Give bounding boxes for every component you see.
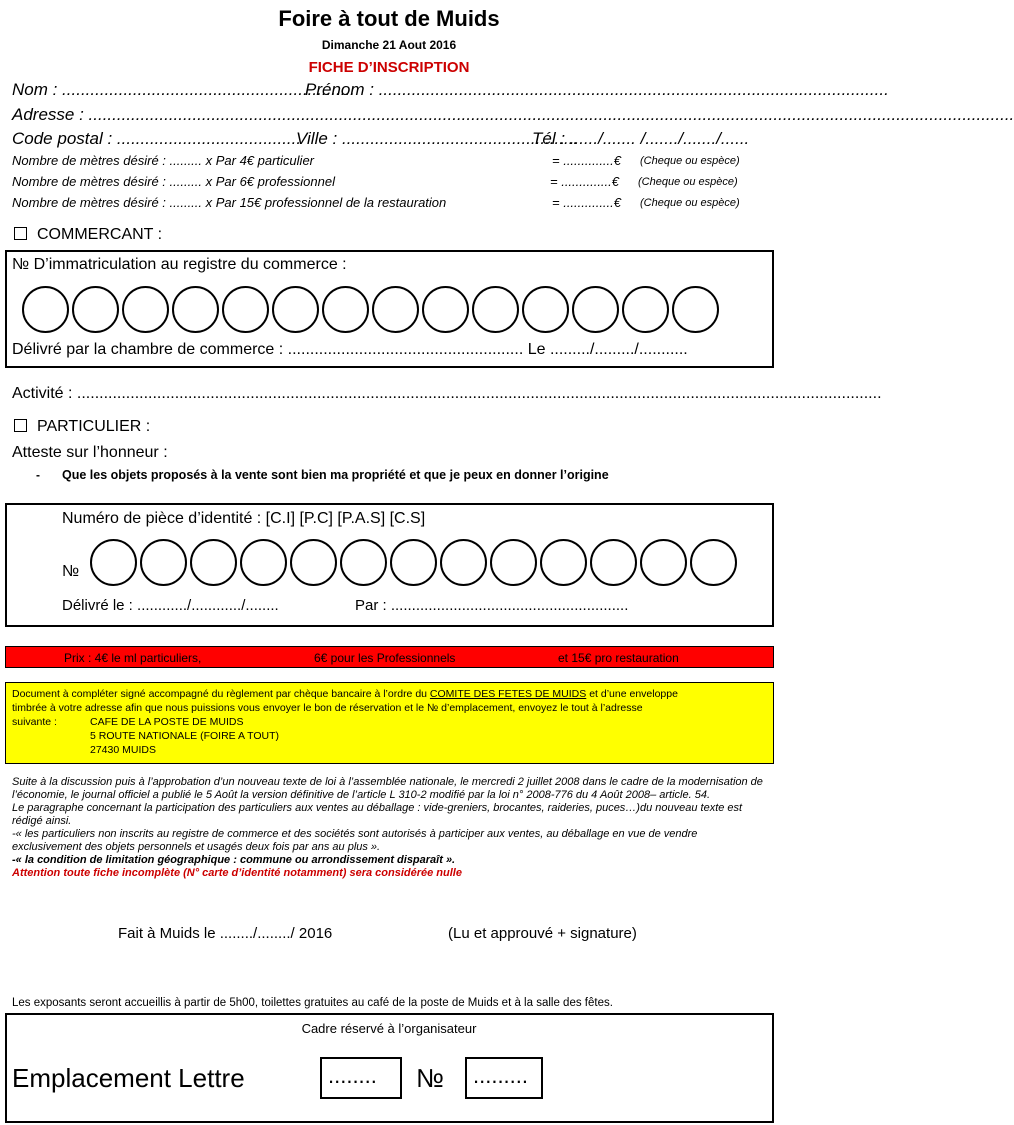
prenom-field[interactable]: Prénom : ............................................................................................................ bbox=[305, 80, 889, 99]
form-title: FICHE D’INSCRIPTION bbox=[308, 59, 470, 76]
attestation-text: Que les objets proposés à la vente sont bien ma propriété et que je peux en donner l’origine bbox=[62, 468, 609, 482]
address-line: 27430 MUIDS bbox=[90, 744, 156, 756]
pricing-line-note: (Cheque ou espèce) bbox=[640, 155, 740, 167]
digit-circle[interactable] bbox=[390, 539, 437, 586]
immatriculation-label: № D’immatriculation au registre du commerce : bbox=[12, 256, 347, 273]
price-restauration: et 15€ pro restauration bbox=[558, 651, 679, 665]
warning-text: Attention toute fiche incomplète (N° carte d’identité notamment) sera considérée nulle bbox=[12, 867, 462, 879]
chambre-commerce-field[interactable]: Délivré par la chambre de commerce : ..................................................... Le ........./........./........... bbox=[12, 341, 688, 358]
pricing-line-total[interactable]: = ..............€ bbox=[552, 195, 621, 210]
digit-circle[interactable] bbox=[340, 539, 387, 586]
digit-circle[interactable] bbox=[290, 539, 337, 586]
commercant-checkbox[interactable] bbox=[14, 227, 27, 240]
identity-delivre-field[interactable]: Délivré le : ............/............/........ bbox=[62, 597, 279, 614]
pricing-line-total[interactable]: = ..............€ bbox=[550, 174, 619, 189]
digit-circle[interactable] bbox=[472, 286, 519, 333]
digit-circle[interactable] bbox=[122, 286, 169, 333]
digit-circle[interactable] bbox=[522, 286, 569, 333]
nom-field[interactable]: Nom : .............................................................. bbox=[12, 80, 355, 99]
address-line: 5 ROUTE NATIONALE (FOIRE A TOUT) bbox=[90, 730, 280, 742]
digit-circle[interactable] bbox=[440, 539, 487, 586]
digit-circle[interactable] bbox=[590, 539, 637, 586]
digit-circle[interactable] bbox=[322, 286, 369, 333]
particulier-checkbox[interactable] bbox=[14, 419, 27, 432]
emplacement-label: Emplacement Lettre bbox=[12, 1063, 245, 1093]
digit-circle[interactable] bbox=[172, 286, 219, 333]
pricing-line-label[interactable]: Nombre de mètres désiré : ......... x Par 4€ particulier bbox=[12, 153, 315, 168]
digit-circle[interactable] bbox=[90, 539, 137, 586]
adresse-field[interactable]: Adresse : .................................................................................................................................................................................................... bbox=[12, 105, 1014, 124]
organizer-heading: Cadre réservé à l’organisateur bbox=[301, 1021, 477, 1036]
price-professionnels: 6€ pour les Professionnels bbox=[314, 651, 456, 665]
numero-field[interactable]: ......... bbox=[465, 1057, 543, 1099]
particulier-heading: PARTICULIER : bbox=[37, 418, 151, 435]
identity-no-label: № bbox=[62, 563, 80, 580]
price-particuliers: Prix : 4€ le ml particuliers, bbox=[64, 651, 202, 665]
lettre-field[interactable]: ........ bbox=[320, 1057, 402, 1099]
digit-circle[interactable] bbox=[222, 286, 269, 333]
footer-note: Les exposants seront accueillis à partir de 5h00, toilettes gratuites au café de la poste de Muids et à la salle des fêtes. bbox=[12, 997, 613, 1009]
pricing-line-label[interactable]: Nombre de mètres désiré : ......... x Par 6€ professionnel bbox=[12, 174, 335, 189]
digit-circle[interactable] bbox=[622, 286, 669, 333]
instructions-line1: Document à compléter signé accompagné du règlement par chèque bancaire à l’ordre du COMITE DES FETES DE MUIDS et d’une enveloppe bbox=[12, 688, 678, 700]
code-postal-field[interactable]: Code postal : ....................................... bbox=[12, 129, 302, 148]
address-line: CAFE DE LA POSTE DE MUIDS bbox=[90, 716, 244, 728]
commercant-heading: COMMERCANT : bbox=[37, 226, 163, 243]
instructions-label: suivante : bbox=[12, 716, 57, 728]
identity-par-field[interactable]: Par : ......................................................... bbox=[355, 597, 629, 614]
price-band bbox=[5, 646, 774, 668]
instructions-line2: timbrée à votre adresse afin que nous puissions vous envoyer le bon de réservation et le № d’emplacement, envoyez le tout à l’adresse bbox=[12, 702, 643, 714]
digit-circle[interactable] bbox=[22, 286, 69, 333]
digit-circle[interactable] bbox=[422, 286, 469, 333]
legal-paragraph: -« la condition de limitation géographique : commune ou arrondissement disparaît ». bbox=[12, 854, 456, 866]
digit-circle[interactable] bbox=[690, 539, 737, 586]
activite-field[interactable]: Activité : ..................................................................................................................................................................................... bbox=[12, 385, 882, 402]
ville-field[interactable]: Ville : .................................................. bbox=[296, 129, 579, 148]
atteste-label: Atteste sur l’honneur : bbox=[12, 444, 168, 461]
digit-circle[interactable] bbox=[672, 286, 719, 333]
digit-circle[interactable] bbox=[572, 286, 619, 333]
pricing-line-total[interactable]: = ..............€ bbox=[552, 153, 621, 168]
event-date: Dimanche 21 Aout 2016 bbox=[321, 38, 457, 52]
comite-link: COMITE DES FETES DE MUIDS bbox=[429, 688, 587, 700]
digit-circle[interactable] bbox=[240, 539, 287, 586]
digit-circle[interactable] bbox=[640, 539, 687, 586]
identity-doc-label: Numéro de pièce d’identité : [C.I] [P.C] [P.A.S] [C.S] bbox=[62, 510, 426, 527]
bullet-dash: - bbox=[36, 468, 40, 482]
digit-circle[interactable] bbox=[272, 286, 319, 333]
instructions-box bbox=[5, 682, 774, 764]
legal-paragraph: Le paragraphe concernant la participation des particuliers aux ventes au déballage : vide-greniers, brocantes, raideries, puces…)du nouveau texte est rédigé ainsi. bbox=[12, 802, 743, 827]
pricing-line-label[interactable]: Nombre de mètres désiré : ......... x Par 15€ professionnel de la restauration bbox=[12, 195, 447, 210]
digit-circle[interactable] bbox=[190, 539, 237, 586]
page-title: Foire à tout de Muids bbox=[278, 6, 500, 31]
digit-circle[interactable] bbox=[140, 539, 187, 586]
legal-paragraph: -« les particuliers non inscrits au registre de commerce et des sociétés sont autorisés à participer aux ventes, au déballage en vue de vendre exclusivement des objets personnels et usagés deux fois par ans au plus ». bbox=[12, 828, 698, 853]
digit-circle[interactable] bbox=[72, 286, 119, 333]
legal-text bbox=[12, 776, 767, 880]
organizer-no-label: № bbox=[416, 1063, 444, 1093]
digit-circle[interactable] bbox=[490, 539, 537, 586]
tel-field[interactable]: Tél : ....../....... /......./......./...... bbox=[532, 129, 750, 148]
pricing-line-note: (Cheque ou espèce) bbox=[638, 176, 738, 188]
pricing-line-note: (Cheque ou espèce) bbox=[640, 197, 740, 209]
signature-label: (Lu et approuvé + signature) bbox=[448, 925, 637, 942]
fait-a-field[interactable]: Fait à Muids le ......../......../ 2016 bbox=[118, 925, 333, 942]
legal-paragraph: Suite à la discussion puis à l’approbation d’un nouveau texte de loi à l’assemblée nationale, le mercredi 2 juillet 2008 dans le cadre de la modernisation de l’économie, le journal officiel a publié le 5 Août la version définitive de l’article L 310-2 modifié par la loi n° 2008-776 du 4 Août 2008– article. 54. bbox=[12, 776, 763, 801]
digit-circle[interactable] bbox=[540, 539, 587, 586]
digit-circle[interactable] bbox=[372, 286, 419, 333]
identity-digits[interactable] bbox=[90, 539, 740, 586]
immatriculation-digits[interactable] bbox=[22, 286, 722, 333]
